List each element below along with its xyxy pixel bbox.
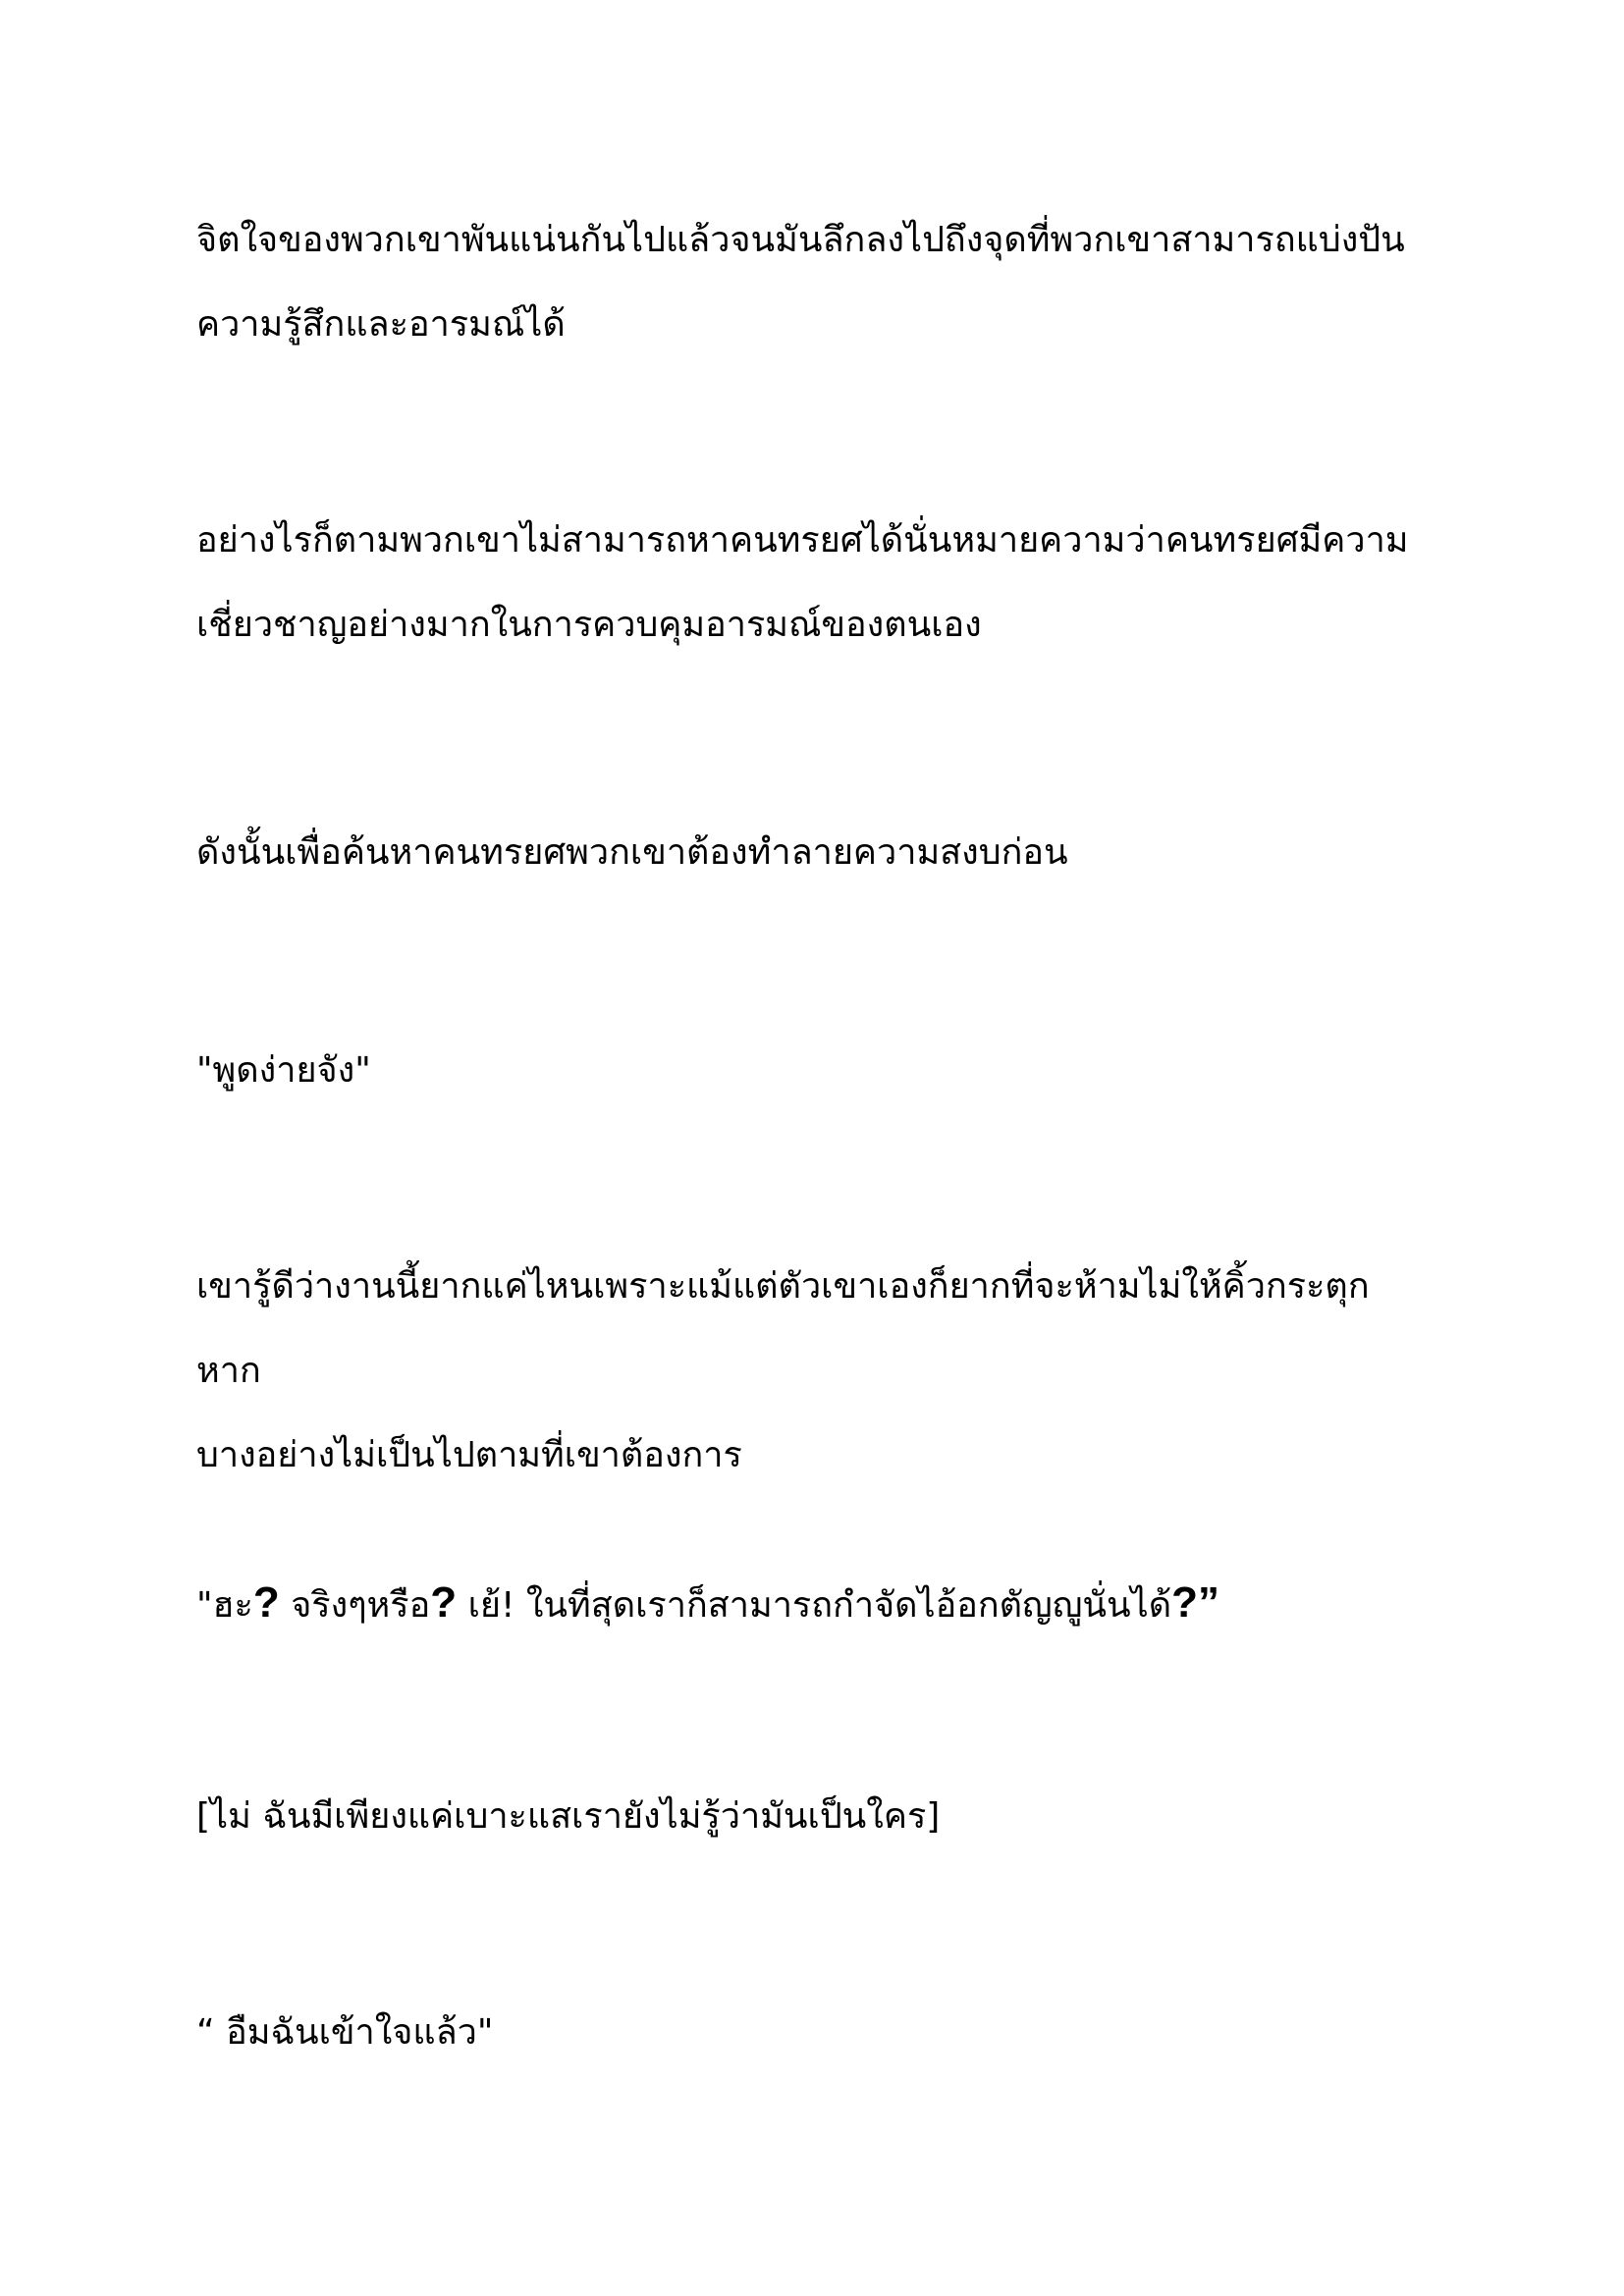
paragraph-6-segment-1: "ฮะ: [196, 1585, 253, 1626]
paragraph-6-question-mark-1: ?: [252, 1578, 280, 1627]
paragraph-3: [196, 811, 1434, 895]
paragraph-7-line-1: [ไม่ ฉันมีเพียงแค่เบาะแสเรายังไม่รู้ว่ามันเป็นใคร]: [196, 1796, 941, 1837]
paragraph-5-line-2: บางอย่างไม่เป็นไปตามที่เขาต้องการ: [196, 1435, 742, 1475]
paragraph-6-segment-3: เย้! ในที่สุดเราก็สามารถกำจัดไอ้อกตัญญูนั่นได้: [457, 1585, 1172, 1626]
paragraph-6-segment-2: จริงๆหรือ: [279, 1585, 431, 1626]
paragraph-5: [196, 1245, 1434, 1498]
paragraph-4-line-1: "พูดง่ายจัง": [196, 1050, 371, 1091]
paragraph-2: [196, 499, 1434, 667]
paragraph-6-question-mark-3: ?”: [1171, 1578, 1219, 1627]
paragraph-8-line-1: “ อืมฉันเข้าใจแล้ว": [196, 2012, 494, 2053]
paragraph-2-line-1: อย่างไรก็ตามพวกเขาไม่สามารถหาคนทรยศได้นั่นหมายความว่าคนทรยศมีความ: [196, 520, 1409, 561]
paragraph-2-line-2: เชี่ยวชาญอย่างมากในการควบคุมอารมณ์ของตนเอง: [196, 605, 982, 645]
paragraph-4: [196, 1029, 1434, 1113]
paragraph-6-question-mark-2: ?: [430, 1578, 458, 1627]
paragraph-7: [196, 1775, 1434, 1859]
paragraph-1-line-1: จิตใจของพวกเขาพันแน่นกันไปแล้วจนมันลึกลงไปถึงจุดที่พวกเขาสามารถแบ่งปัน: [196, 220, 1405, 260]
paragraph-6: [196, 1561, 1434, 1648]
paragraph-5-line-1: เขารู้ดีว่างานนี้ยากแค่ไหนเพราะแม้แต่ตัวเขาเองก็ยากที่จะห้ามไม่ให้คิ้วกระตุกหาก: [196, 1266, 1370, 1391]
paragraph-1: [196, 198, 1434, 367]
paragraph-3-line-1: ดังนั้นเพื่อค้นหาคนทรยศพวกเขาต้องทำลายความสงบก่อน: [196, 832, 1068, 873]
paragraph-8: [196, 1991, 1434, 2075]
paragraph-1-line-2: ความรู้สึกและอารมณ์ได้: [196, 304, 566, 345]
